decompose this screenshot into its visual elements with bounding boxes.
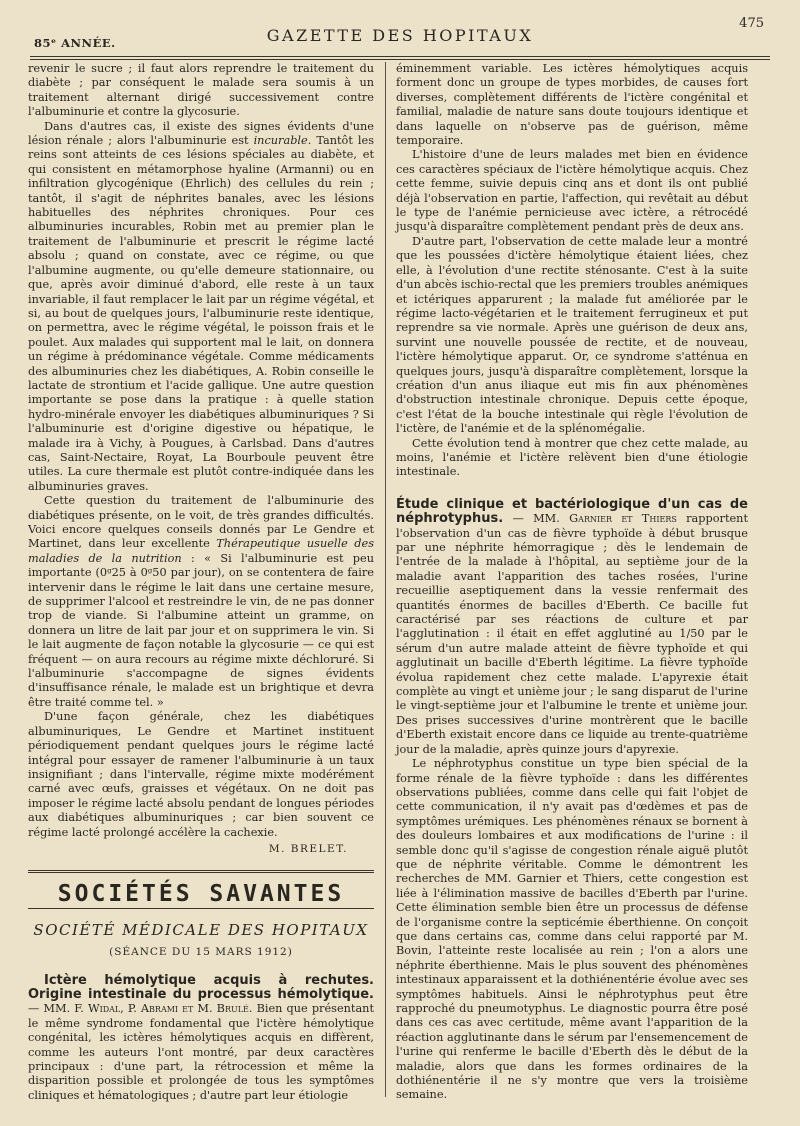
article-paragraph: Étude clinique et bactériologique d'un cas de néphrotyphus. — MM. Garnier et Thiers rapportent l'observation d'un cas de fièvre typhoïde à début brusque par une néphrite hémorragique ; dès le lendemain de l'entrée de la malade à l'hôpital, au septième jour de la maladie avant l'apparition des taches rosées, l'urine recueillie aseptiquement dans la vessie renfermait des quantités énormes de bacilles d'Eberth. Ce bacille fut caractérisé par ses réactions de culture et par l'agglutination : il était en effet agglutiné au 1/50 par le sérum d'un autre malade atteint de fièvre typhoïde et qui agglutinait un bacille d'Eberth légitime. La fièvre typhoïde évolua rapidement chez cette malade. L'apyrexie était complète au vingt et unième jour ; le sang disparut de l'urine le vingt-septième jour et l'albumine le trente et unième jour. Des prises successives d'urine montrèrent que le bacille d'Eberth existait encore dans ce liquide au trente-quatrième jour de la maladie, après quinze jours d'apyrexie.: [396, 496, 748, 756]
paragraph: Cette question du traitement de l'albuminurie des diabétiques présente, on le voit, de très grandes difficultés. Voici encore quelques conseils donnés par Le Gendre et Martinet, dans leur excellente Thérapeutique usuelle des maladies de la nutrition : « Si l'albuminurie est peu importante (0ᵍ25 à 0ᵍ50 par jour), on se contentera de faire intervenir dans le régime le lait dans une certaine mesure, de supprimer l'alcool et restreindre le vin, de ne pas donner trop de viande. Si l'albumine atteint un gramme, on donnera un litre de lait par jour et on supprimera le vin. Si le lait augmente de façon notable la glycosurie — ce qui est fréquent — on aura recours au régime mixte déchloruré. Si l'albuminurie s'accompagne de signes évidents d'insuffisance rénale, le malade est un brightique et devra être traité comme tel. »: [28, 494, 375, 709]
paragraph: D'une façon générale, chez les diabétiques albuminuriques, Le Gendre et Martinet instituent périodiquement pendant quelques jours le régime lacté intégral pour essayer de ramener l'albuminurie à un taux insignifiant ; dans l'intervalle, régime mixte modérément carné avec œufs, graisses et végétaux. On ne doit pas imposer le régime lacté absolu pendant de longues périodes aux diabétiques albuminuriques ; car bien souvent ce régime lacté prolongé accélère la cachexie.: [28, 710, 374, 839]
paragraph: D'autre part, l'observation de cette malade leur a montré que les poussées d'ictère hémolytique étaient liées, chez elle, à l'évolution d'une rectite sténosante. C'est à la suite d'un abcès ischio-rectal que les premiers troubles anémiques et ictériques apparurent ; la malade fut améliorée par le régime lacto-végétarien et le traitement ferrugineux et put reprendre sa vie normale. Après une guérison de deux ans, survint une nouvelle poussée de rectite, et de nouveau, l'ictère hémolytique apparut. Or, ce syndrome s'atténua en quelques jours, jusqu'à disparaître complètement, lorsque la création d'un anus iliaque eut mis fin aux phénomènes d'obstruction intestinale chronique. Depuis cette époque, c'est l'état de la bouche intestinale qui règle l'évolution de l'ictère, de l'anémie et de la splénomégalie.: [396, 234, 748, 436]
section-divider: [28, 870, 374, 873]
paragraph: éminemment variable. Les ictères hémolytiques acquis forment donc un groupe de types morbides, de causes fort diverses, complètement différents de l'ictère congénital et familial, maladie de nature sans doute toujours identique et dans laquelle on n'observe pas de guérison, même temporaire.: [396, 62, 748, 148]
paragraph: Dans d'autres cas, il existe des signes évidents d'une lésion rénale ; alors l'albuminurie est incurable. Tantôt les reins sont atteints de ces lésions spéciales au diabète, et qui consistent en métamorphose hyaline (Armanni) ou en infiltration glycogénique (Ehrlich) des cellules du rein ; tantôt, il s'agit de néphrites banales, avec les lésions habituelles des néphrites chroniques. Pour ces albuminuries incurables, Robin met au premier plan le traitement de l'albuminurie et prescrit le régime lacté absolu ; quand on constate, avec ce régime, ou que l'albumine augmente, ou qu'elle demeure stationnaire, ou que, après avoir diminué d'abord, elle reste à un taux invariable, il faut remplacer le lait par un régime végétal, et si, au bout de quelques jours, l'albuminurie reste identique, on permettra, avec le régime végétal, le poisson frais et le poulet. Aux malades qui supportent mal le lait, on donnera un régime à prédominance végétale. Comme médicaments des albuminuries chez les diabétiques, A. Robin conseille le lactate de strontium et l'acide gallique. Une autre question importante se pose dans la pratique : à quelle station hydro-minérale envoyer les diabétiques albuminuriques ? Si l'albuminurie est d'origine digestive ou hépatique, le malade ira à Vichy, à Pougues, à Carlsbad. Dans d'autres cas, Saint-Nectaire, Royat, La Bourboule peuvent être utiles. La cure thermale est plutôt contre-indiquée dans les albuminuries graves.: [28, 119, 374, 493]
paragraph: Le néphrotyphus constitue un type bien spécial de la forme rénale de la fièvre typhoïde : dans les différentes observations publiées, comme dans celle qui fait l'objet de cette communication, il n'y avait pas d'œdèmes et pas de symptômes urémiques. Les phénomènes rénaux se bornent à des douleurs lombaires et aux modifications de l'urine : il semble donc qu'il s'agisse de congestion rénale aiguë plutôt que de néphrite véritable. Comme le démontrent les recherches de MM. Garnier et Thiers, cette congestion est liée à l'élimination massive de bacilles d'Eberth par l'urine. Cette élimination semble bien être un processus de défense de l'organisme contre la septicémie éberthienne. On conçoit que dans certains cas, comme dans celui rapporté par M. Bovin, l'atteinte reste localisée au rein ; l'on a alors une néphrite éberthienne. Mais le plus souvent des phénomènes intestinaux apparaissent et la dothiénentérie évolue avec ses symptômes habituels. Ainsi le néphrotyphus peut être rapproché du pneumotyphus. Le diagnostic pourra être posé dans ces cas avec certitude, même avant l'apparition de la réaction agglutinante dans le sérum par l'ensemencement de l'urine qui renferme le bacille d'Eberth dès le début de la maladie, alors que dans les formes ordinaires de la dothiénentérie il ne s'y montre que vers la troisième semaine.: [396, 757, 748, 1102]
article-title: Ictère hémolytique acquis à rechutes. Origine intestinale du processus hémolytique.: [28, 972, 374, 1002]
left-column: [28, 62, 374, 1103]
journal-title: GAZETTE DES HOPITAUX: [266, 26, 534, 45]
article-authors: — MM. F. Widal, P. Abrami et M. Brulé.: [28, 1002, 253, 1016]
session-date: (SÉANCE DU 15 MARS 1912): [109, 946, 293, 959]
right-column: [396, 62, 748, 1103]
author-signature: M. BRELET.: [268, 842, 348, 855]
page-number: 475: [739, 16, 764, 31]
column-rule: [385, 62, 386, 1097]
page-header: [30, 14, 770, 60]
article-title: Étude clinique et bactériologique d'un cas de néphrotyphus.: [396, 496, 748, 527]
society-title: SOCIÉTÉ MÉDICALE DES HOPITAUX: [33, 920, 369, 939]
paragraph: Cette évolution tend à montrer que chez cette malade, au moins, l'anémie et l'ictère relèvent bien d'une étiologie intestinale.: [396, 436, 748, 479]
article-authors: — MM. Garnier et Thiers: [512, 512, 677, 526]
section-title: SOCIÉTÉS SAVANTES: [57, 881, 345, 908]
header-rule: [30, 56, 770, 60]
paragraph: revenir le sucre ; il faut alors reprendre le traitement du diabète ; par conséquent le malade sera soumis à un traitement alternant dirigé successivement contre l'albuminurie et contre la glycosurie.: [28, 62, 374, 119]
paragraph: L'histoire d'une de leurs malades met bien en évidence ces caractères spéciaux de l'ictère hémolytique acquis. Chez cette femme, suivie depuis cinq ans et dont ils ont publié déjà l'observation en partie, l'affection, qui revêtait au début le type de l'anémie pernicieuse avec ictère, a rétrocédé jusqu'à disparaître complètement pendant près de deux ans.: [396, 148, 748, 234]
spacer: [396, 480, 748, 498]
section-divider-thin: [28, 908, 374, 909]
issue-year: 85ᵉ ANNÉE.: [34, 36, 116, 50]
article-paragraph: Ictère hémolytique acquis à rechutes. Origine intestinale du processus hémolytique. — MM. F. Widal, P. Abrami et M. Brulé. Bien que présentant le même syndrome fondamental que l'ictère hémolytique congénital, les ictères hémolytiques acquis en diffèrent, comme les auteurs l'ont montré, par deux caractères principaux : d'une part, la rétrocession et même la disparition possible et prolongée de tous les symptômes cliniques et hématologiques ; d'autre part leur étiologie: [28, 972, 374, 1102]
